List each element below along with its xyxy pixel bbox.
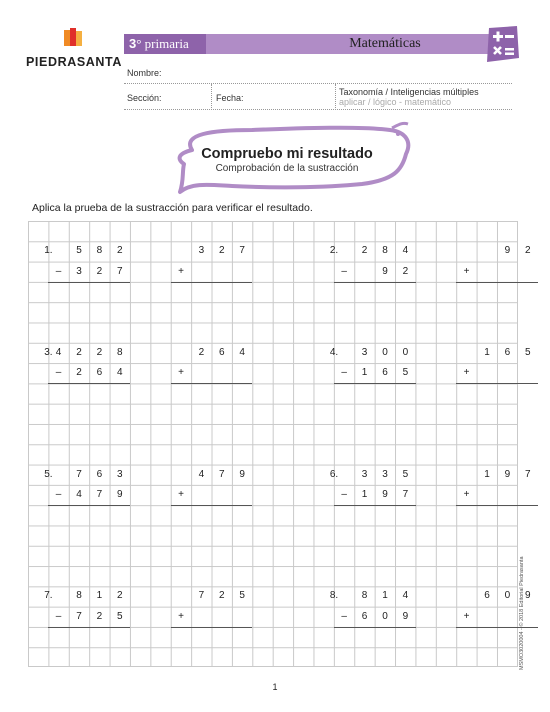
instruction-text: Aplica la prueba de la sustracción para verificar el resultado. [32,202,313,214]
plus-sign: + [463,488,470,500]
name-line [124,83,512,84]
minuend-digit: 4 [55,346,62,358]
result-line [334,627,416,628]
check-addend-digit: 6 [504,346,511,358]
check-result-line [456,627,538,628]
subtrahend-digit: 3 [76,265,82,277]
minus-sign: – [55,610,62,622]
exercise-number: 1. [44,245,53,257]
grade-label [124,34,206,54]
minuend-digit: 8 [117,346,123,358]
subtrahend-digit: 6 [361,610,368,622]
check-result-line [456,383,538,384]
exercise-number: 2. [329,245,339,257]
subtrahend-digit: 9 [117,488,123,500]
check-addend-digit: 7 [239,245,245,257]
minus-sign: – [55,367,62,379]
plus-sign: + [463,367,470,379]
plus-sign: + [463,265,470,277]
subtrahend-digit: 2 [76,367,82,379]
subtrahend-digit: 4 [76,488,82,500]
minus-sign: – [55,265,62,277]
check-addend-digit: 7 [525,468,531,480]
check-addend-digit: 3 [198,245,205,257]
divider [211,84,212,110]
copyright-text: MSMO3020004 - © 2018 Editorial Piedrasanta [519,556,525,670]
minuend-digit: 8 [96,245,103,257]
check-addend-digit: 6 [219,346,225,358]
page-number: 1 [272,682,278,692]
subtrahend-digit: 6 [382,367,388,379]
check-addend-digit: 1 [484,346,490,358]
subtrahend-digit: 9 [382,265,388,277]
check-result-line [171,627,253,628]
check-addend-digit: 2 [525,245,531,257]
subtrahend-digit: 7 [76,610,82,622]
check-result-line [171,505,253,506]
minuend-digit: 3 [361,346,368,358]
check-addend-digit: 4 [198,468,205,480]
result-line [48,282,130,283]
check-result-line [171,383,253,384]
check-addend-digit: 2 [219,245,225,257]
check-addend-digit: 2 [198,346,205,358]
plus-sign: + [178,265,184,277]
brand-name: PIEDRASANTA [26,55,122,69]
subtrahend-digit: 7 [117,265,123,277]
check-addend-digit: 9 [504,245,511,257]
check-addend-digit: 9 [525,590,531,602]
minuend-digit: 7 [76,468,82,480]
minus-sign: – [341,610,347,622]
result-line [334,282,416,283]
minuend-digit: 8 [76,590,82,602]
exercise-number: 4. [329,346,339,358]
minus-sign: – [55,488,62,500]
exercise-number: 6. [329,468,339,480]
minuend-digit: 0 [402,346,409,358]
section-line [124,109,512,110]
minus-sign: – [341,265,347,277]
subtrahend-digit: 7 [96,488,103,500]
grade-suffix: ° primaria [136,36,189,51]
minuend-digit: 4 [402,590,409,602]
publisher-logo [26,26,121,76]
result-line [48,627,130,628]
result-line [48,505,130,506]
subtrahend-digit: 2 [402,265,409,277]
check-addend-digit: 6 [484,590,490,602]
plus-sign: + [178,488,184,500]
plus-sign: + [178,367,184,379]
name-label: Nombre: [127,68,162,78]
subtrahend-digit: 5 [402,367,409,379]
minuend-digit: 3 [361,468,368,480]
activity-title: Compruebo mi resultado [201,146,373,162]
minuend-digit: 2 [117,245,123,257]
subject-title: Matemáticas [349,36,421,51]
subtrahend-digit: 1 [361,488,368,500]
grade-number: 3 [129,36,137,51]
subtrahend-digit: 5 [117,610,123,622]
minuend-digit: 5 [76,245,82,257]
result-line [48,383,130,384]
check-addend-digit: 7 [219,468,225,480]
subtrahend-digit: 9 [402,610,409,622]
book-logo-icon [62,28,84,50]
date-label: Fecha: [216,93,244,103]
minuend-digit: 3 [117,468,123,480]
exercise-number: 5. [44,468,53,480]
minus-sign: – [341,488,347,500]
exercise-number: 3. [44,346,53,358]
check-addend-digit: 5 [239,590,245,602]
check-addend-digit: 0 [504,590,511,602]
section-label: Sección: [127,93,162,103]
check-addend-digit: 7 [198,590,205,602]
exercise-number: 7. [44,590,53,602]
subtrahend-digit: 6 [96,367,103,379]
plus-sign: + [463,610,470,622]
subtrahend-digit: 7 [402,488,409,500]
check-addend-digit: 5 [525,346,531,358]
minuend-digit: 2 [76,346,82,358]
check-addend-digit: 4 [239,346,245,358]
minuend-digit: 4 [402,245,409,257]
subtrahend-digit: 4 [117,367,123,379]
check-result-line [456,505,538,506]
check-addend-digit: 2 [219,590,225,602]
math-operations-icon [483,24,521,64]
check-addend-digit: 9 [239,468,245,480]
check-result-line [456,282,538,283]
exercise-number: 8. [329,590,339,602]
plus-sign: + [178,610,184,622]
minuend-digit: 0 [382,346,388,358]
minuend-digit: 3 [382,468,388,480]
check-addend-digit: 9 [504,468,511,480]
subtrahend-digit: 9 [382,488,388,500]
minus-sign: – [341,367,347,379]
subtrahend-digit: 1 [361,367,368,379]
check-addend-digit: 1 [484,468,490,480]
result-line [334,383,416,384]
taxonomy-block [339,87,479,107]
result-line [334,505,416,506]
subtrahend-digit: 0 [382,610,388,622]
check-result-line [171,282,253,283]
minuend-digit: 8 [382,245,388,257]
minuend-digit: 2 [361,245,368,257]
minuend-digit: 8 [361,590,368,602]
subtrahend-digit: 2 [96,265,103,277]
activity-subtitle: Comprobación de la sustracción [215,163,359,174]
divider [335,84,336,110]
minuend-digit: 2 [96,346,103,358]
minuend-digit: 5 [402,468,409,480]
minuend-digit: 6 [96,468,103,480]
taxonomy-label: Taxonomía / Inteligencias múltiples [339,87,479,97]
taxonomy-values: aplicar / lógico - matemático [339,97,452,107]
minuend-digit: 1 [96,590,103,602]
minuend-digit: 2 [117,590,123,602]
subtrahend-digit: 2 [96,610,103,622]
minuend-digit: 1 [382,590,388,602]
